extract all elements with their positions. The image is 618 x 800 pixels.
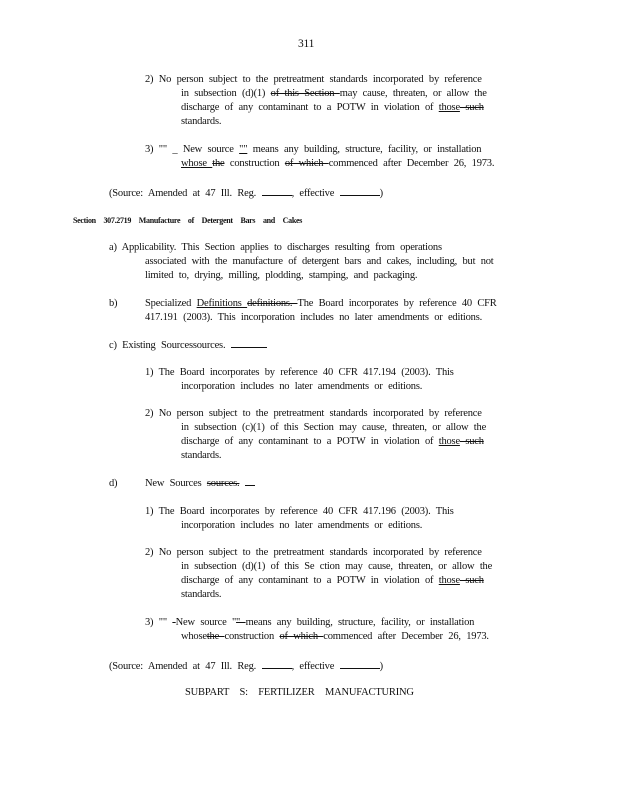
text: commenced after December 26, 1973. (328, 158, 495, 169)
underlined-text: whose (181, 158, 213, 169)
blank-line (262, 658, 292, 669)
prev-item-2-line-4: standards. (181, 116, 222, 127)
section-heading: Section 307.2719 Manufacture of Detergent Bars and Cakes (73, 216, 303, 225)
subsection-b-label: b) (109, 298, 118, 309)
source-text: (Source: Amended at 47 Ill. Reg. (109, 661, 257, 672)
prev-item-3-line-2 (181, 157, 494, 170)
d-item-2-line-4: standards. (181, 589, 222, 600)
struck-text: such (459, 575, 484, 586)
struck-text: of this Section (270, 88, 340, 99)
subsection-d-label: d) (109, 478, 118, 489)
blank-line (340, 185, 380, 196)
d-item-2-line-2: in subsection (d)(1) of this Se ction may cause, threaten, or allow the (181, 561, 493, 572)
prev-item-2-line-1: 2) No person subject to the pretreatment standards incorporated by reference (145, 74, 482, 85)
struck-text: the (206, 631, 225, 642)
text: means any building, structure, facility, or installation (245, 617, 475, 628)
subsection-a-line-2: associated with the manufacture of detergent bars and cakes, including, but not (145, 256, 494, 267)
d-item-1-line-2: incorporation includes no later amendments or editions. (181, 520, 423, 531)
struck-text: definitions. (247, 298, 298, 309)
c-item-2-line-4: standards. (181, 450, 222, 461)
struck-text: the (212, 158, 225, 169)
underlined-text: Definitions (196, 298, 248, 309)
text: 3) "" (145, 617, 173, 628)
effective-label: effective (299, 188, 335, 199)
underlined-text: those (438, 436, 460, 447)
underlined-text: "" (239, 144, 248, 155)
text: means any building, structure, facility, or installation (247, 144, 482, 155)
underlined-text: those (438, 575, 460, 586)
subsection-a-line-3: limited to, drying, milling, plodding, stamping, and packaging. (145, 270, 418, 281)
underlined-text: those (438, 102, 460, 113)
c-item-2-line-1: 2) No person subject to the pretreatment standards incorporated by reference (145, 408, 482, 419)
subsection-d-heading (145, 477, 255, 490)
d-item-3-line-2 (181, 630, 489, 643)
struck-text: of which (284, 158, 329, 169)
text: whose (181, 631, 207, 642)
heading-text: c) Existing Sourcessources. (109, 340, 226, 351)
subsection-b-line-2: 417.191 (2003). This incorporation includes no later amendments or editions. (145, 312, 483, 323)
prev-item-2-line-2 (181, 87, 487, 100)
heading-text: New Sources (145, 478, 207, 489)
d-item-3-line-1 (145, 616, 474, 629)
text: construction (224, 631, 280, 642)
c-item-1-line-1: 1) The Board incorporates by reference 40 CFR 417.194 (2003). This (145, 367, 454, 378)
effective-label: effective (299, 661, 335, 672)
blank-line (231, 341, 267, 348)
blank-line (245, 479, 255, 486)
subsection-a-line-1: a) Applicability. This Section applies to discharges resulting from operations (109, 242, 442, 253)
c-item-2-line-2: in subsection (c)(1) of this Section may cause, threaten, or allow the (181, 422, 487, 433)
source-note-1: (Source: Amended at 47 Ill. Reg. , effective ) (109, 185, 383, 200)
subpart-heading: SUBPART S: FERTILIZER MANUFACTURING (185, 687, 414, 698)
text: discharge of any contaminant to a POTW in violation of (181, 575, 439, 586)
struck-text: such (459, 436, 484, 447)
text: New source " (175, 617, 237, 628)
blank-line (340, 658, 380, 669)
c-item-2-line-3 (181, 435, 484, 448)
c-item-1-line-2: incorporation includes no later amendments or editions. (181, 381, 423, 392)
text: 3) "" _ New source (145, 144, 240, 155)
source-text: (Source: Amended at 47 Ill. Reg. (109, 188, 257, 199)
d-item-2-line-3 (181, 574, 484, 587)
struck-text: sources. (206, 478, 240, 489)
struck-text: " (236, 617, 246, 628)
struck-text: such (459, 102, 484, 113)
subsection-b-line-1 (145, 297, 497, 310)
text: discharge of any contaminant to a POTW in violation of (181, 102, 439, 113)
text: commenced after December 26, 1973. (323, 631, 489, 642)
page-number: 311 (298, 38, 315, 50)
text: may cause, threaten, or allow the (339, 88, 487, 99)
text: construction (224, 158, 285, 169)
prev-item-2-line-3 (181, 101, 484, 114)
prev-item-3-line-1 (145, 143, 481, 156)
source-note-2: (Source: Amended at 47 Ill. Reg. , effective ) (109, 658, 383, 673)
text: discharge of any contaminant to a POTW in violation of (181, 436, 439, 447)
d-item-1-line-1: 1) The Board incorporates by reference 40 CFR 417.196 (2003). This (145, 506, 454, 517)
struck-text: of which (279, 631, 324, 642)
text: Specialized (145, 298, 197, 309)
subsection-c-heading (109, 339, 267, 352)
blank-line (262, 185, 292, 196)
struck-text: - (172, 617, 176, 628)
text: in subsection (d)(1) (181, 88, 271, 99)
d-item-2-line-1: 2) No person subject to the pretreatment standards incorporated by reference (145, 547, 482, 558)
text: The Board incorporates by reference 40 CFR (297, 298, 497, 309)
